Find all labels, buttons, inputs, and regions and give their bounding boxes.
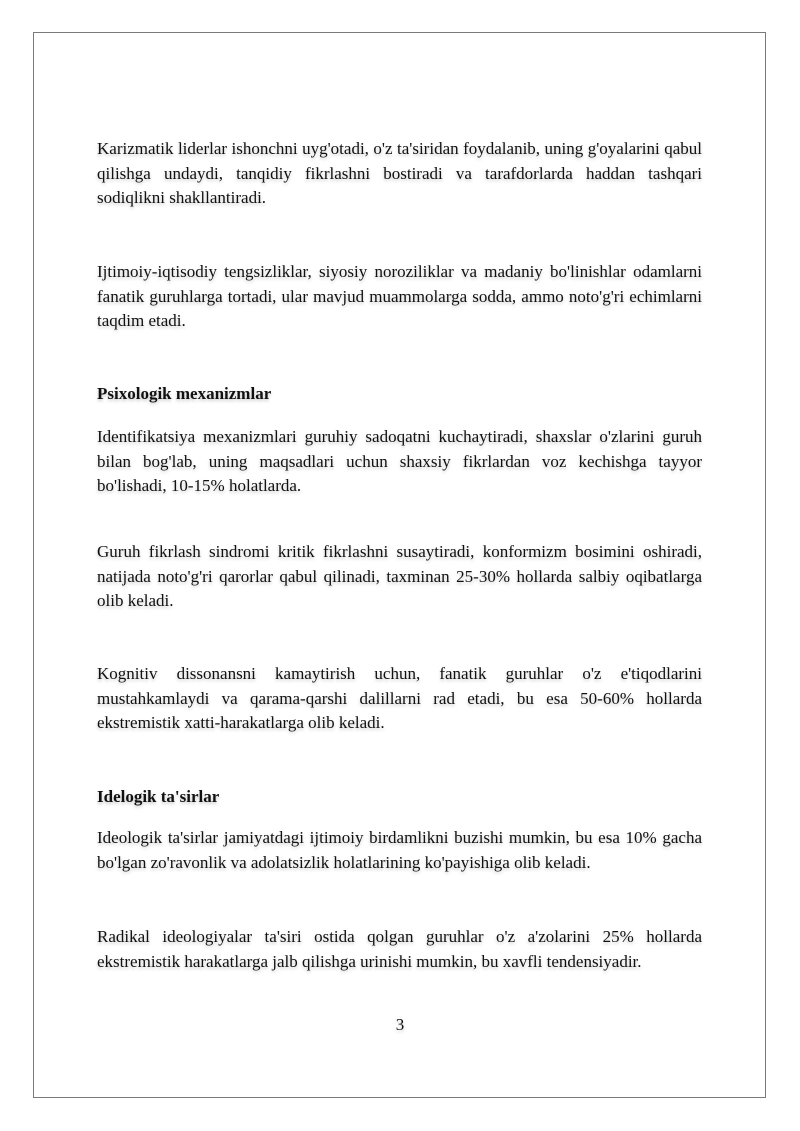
page-number: 3 (395, 1015, 405, 1034)
paragraph-groupthink: Guruh fikrlash sindromi kritik fikrlashni susaytiradi, konformizm bosimini oshiradi, natijada noto'g'ri qarorlar qabul qilinadi, taxminan 25-30% hollarda salbiy oqibatlarga olib keladi. (97, 542, 702, 610)
paragraph-radical-ideologies: Radikal ideologiyalar ta'siri ostida qolgan guruhlar o'z a'zolarini 25% hollarda ekstremistik harakatlarga jalb qilishga urinishi mumkin, bu xavfli tendensiyadir. (97, 927, 702, 971)
heading-ideological-influences: Idelogik ta'sirlar (97, 787, 220, 806)
heading-psychological-mechanisms: Psixologik mexanizmlar (97, 384, 272, 403)
paragraph-ideological-influences: Ideologik ta'sirlar jamiyatdagi ijtimoiy birdamlikni buzishi mumkin, bu esa 10% gacha bo'lgan zo'ravonlik va adolatsizlik holatlarining ko'payishiga olib keladi. (97, 828, 702, 872)
document-body (97, 0, 702, 1131)
paragraph-socioeconomic-inequality: Ijtimoiy-iqtisodiy tengsizliklar, siyosiy noroziliklar va madaniy bo'linishlar odamlarni fanatik guruhlarga tortadi, ular mavjud muammolarga sodda, ammo noto'g'ri echimlarni taqdim etadi. (97, 262, 702, 330)
paragraph-identification-mechanisms: Identifikatsiya mexanizmlari guruhiy sadoqatni kuchaytiradi, shaxslar o'zlarini guruh bilan bog'lab, uning maqsadlari uchun shaxsiy fikrlardan voz kechishga tayyor bo'lishadi, 10-15% holatlarda. (97, 427, 702, 495)
paragraph-charismatic-leaders: Karizmatik liderlar ishonchni uyg'otadi, o'z ta'siridan foydalanib, uning g'oyalarini qabul qilishga undaydi, tanqidiy fikrlashni bostiradi va tarafdorlarda haddan tashqari sodiqlikni shakllantiradi. (97, 139, 702, 207)
paragraph-cognitive-dissonance: Kognitiv dissonansni kamaytirish uchun, fanatik guruhlar o'z e'tiqodlarini mustahkamlaydi va qarama-qarshi dalillarni rad etadi, bu esa 50-60% hollarda ekstremistik xatti-harakatlarga olib keladi. (97, 664, 702, 732)
